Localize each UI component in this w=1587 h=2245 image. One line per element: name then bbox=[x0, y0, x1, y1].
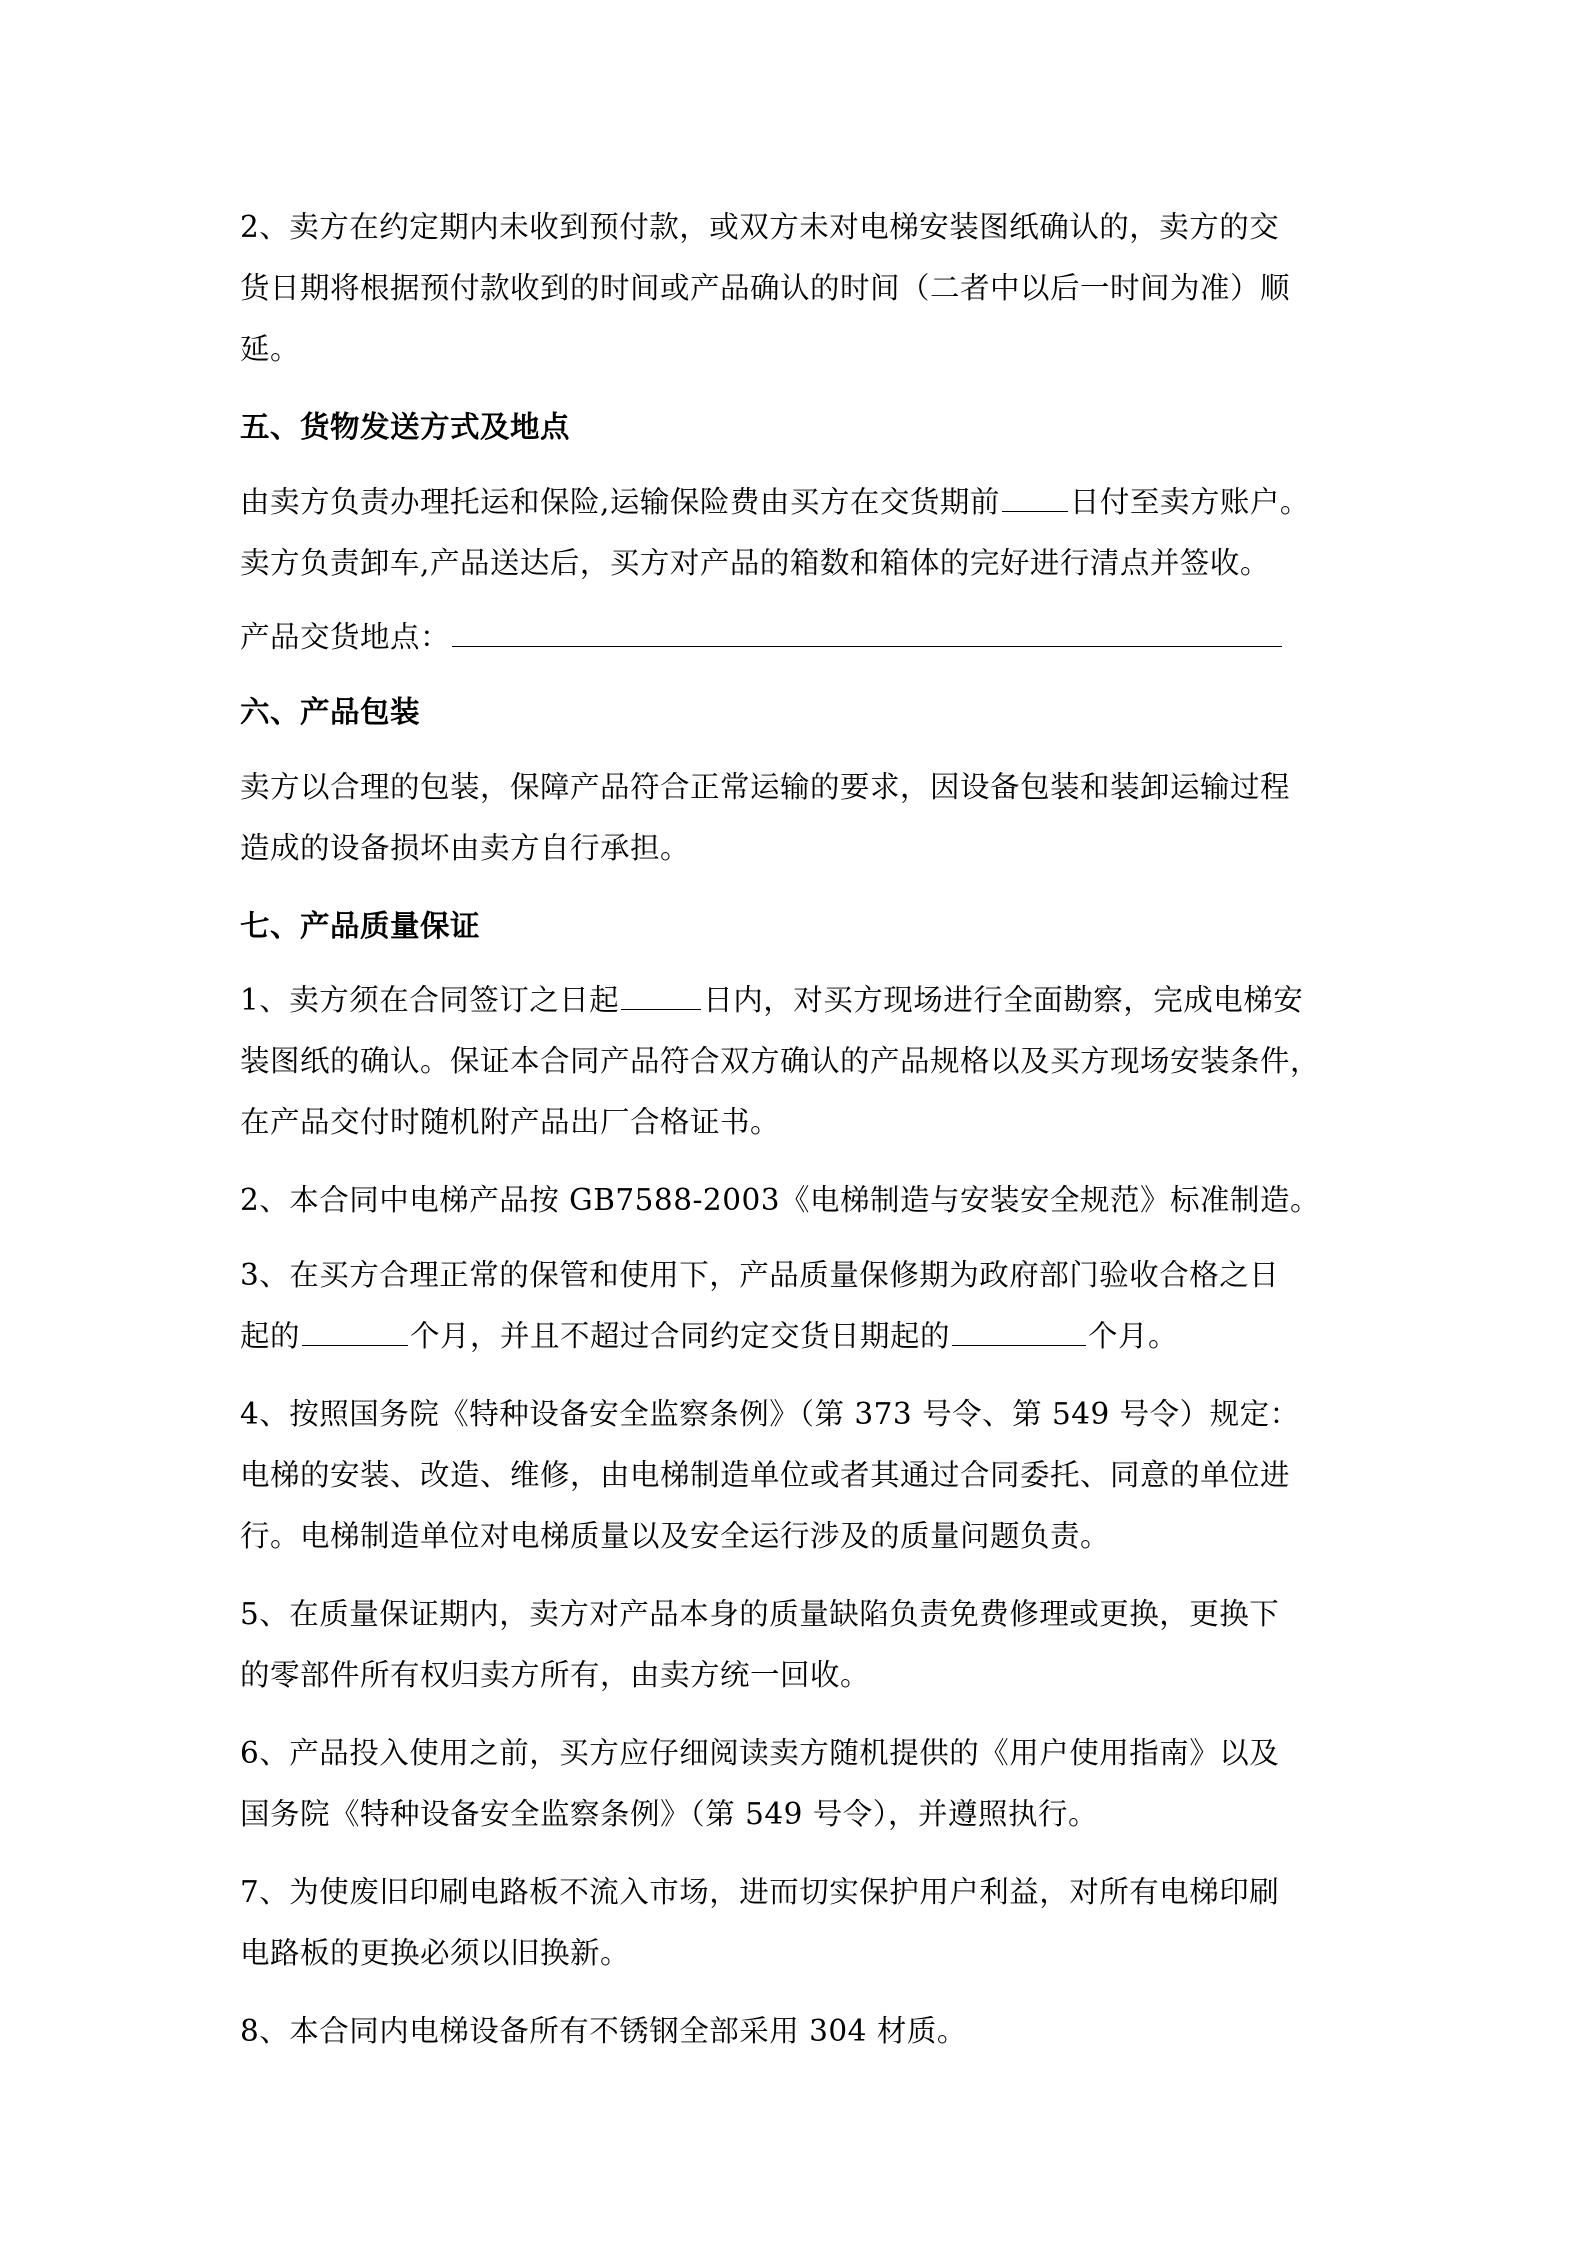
clause-7-3-line-2 bbox=[240, 1314, 1178, 1358]
delivery-location-label: 产品交货地点： bbox=[240, 620, 451, 654]
clause-7-6-line-1: 6、产品投入使用之前，买方应仔细阅读卖方随机提供的《用户使用指南》以及 bbox=[240, 1736, 1280, 1770]
section-7-heading: 七、产品质量保证 bbox=[240, 908, 481, 943]
clause-7-4-line-2: 电梯的安装、改造、维修，由电梯制造单位或者其通过合同委托、同意的单位进 bbox=[240, 1458, 1291, 1492]
clause-7-1-line-1 bbox=[240, 978, 1303, 1022]
clause-7-7-line-1: 7、为使废旧印刷电路板不流入市场，进而切实保护用户利益，对所有电梯印刷 bbox=[240, 1875, 1280, 1909]
clause-6-line-1: 卖方以合理的包装，保障产品符合正常运输的要求，因设备包装和装卸运输过程 bbox=[240, 770, 1291, 804]
clause-7-6-line-2: 国务院《特种设备安全监察条例》（第 549 号令），并遵照执行。 bbox=[240, 1797, 1099, 1831]
warranty-months-blank-2[interactable] bbox=[952, 1315, 1086, 1346]
clause-7-3-text-c: 个月。 bbox=[1088, 1319, 1179, 1353]
clause-5-line-1-text-a: 由卖方负责办理托运和保险,运输保险费由买方在交货期前 bbox=[240, 485, 1000, 519]
clause-7-3-line-1: 3、在买方合理正常的保管和使用下，产品质量保修期为政府部门验收合格之日 bbox=[240, 1258, 1280, 1292]
clause-7-1-text-b: 日内，对买方现场进行全面勘察，完成电梯安 bbox=[703, 983, 1304, 1017]
clause-7-8: 8、本合同内电梯设备所有不锈钢全部采用 304 材质。 bbox=[240, 2014, 967, 2048]
clause-5-line-1-text-b: 日付至卖方账户。 bbox=[1069, 485, 1310, 519]
section-5-heading: 五、货物发送方式及地点 bbox=[240, 409, 571, 444]
clause-7-4-line-3: 行。电梯制造单位对电梯质量以及安全运行涉及的质量问题负责。 bbox=[240, 1519, 1111, 1553]
delivery-location-blank[interactable] bbox=[452, 616, 1282, 647]
clause-7-5-line-1: 5、在质量保证期内，卖方对产品本身的质量缺陷负责免费修理或更换，更换下 bbox=[240, 1597, 1280, 1631]
clause-7-3-text-b: 个月，并且不超过合同约定交货日期起的 bbox=[410, 1319, 951, 1353]
clause-5-line-2: 卖方负责卸车,产品送达后，买方对产品的箱数和箱体的完好进行清点并签收。 bbox=[240, 546, 1270, 580]
clause-5-line-1 bbox=[240, 480, 1310, 524]
clause-7-4-line-1: 4、按照国务院《特种设备安全监察条例》（第 373 号令、第 549 号令）规定： bbox=[240, 1397, 1300, 1431]
section-6-heading: 六、产品包装 bbox=[240, 694, 421, 729]
clause-4-2-line-3: 延。 bbox=[240, 332, 301, 366]
clause-7-1-line-3: 在产品交付时随机附产品出厂合格证书。 bbox=[240, 1105, 781, 1139]
days-blank[interactable] bbox=[1002, 481, 1068, 512]
clause-7-1-text-a: 1、卖方须在合同签订之日起 bbox=[240, 983, 620, 1017]
clause-7-2: 2、本合同中电梯产品按 GB7588-2003《电梯制造与安装安全规范》标准制造。 bbox=[240, 1183, 1321, 1217]
clause-7-7-line-2: 电路板的更换必须以旧换新。 bbox=[240, 1936, 631, 1970]
clause-7-1-line-2: 装图纸的确认。保证本合同产品符合双方确认的产品规格以及买方现场安装条件， bbox=[240, 1044, 1321, 1078]
delivery-location-line bbox=[240, 615, 1284, 659]
clause-4-2-line-1: 2、卖方在约定期内未收到预付款，或双方未对电梯安装图纸确认的，卖方的交 bbox=[240, 210, 1280, 244]
clause-7-3-text-a: 起的 bbox=[240, 1319, 301, 1353]
warranty-months-blank-1[interactable] bbox=[302, 1315, 408, 1346]
survey-days-blank[interactable] bbox=[621, 979, 701, 1010]
clause-6-line-2: 造成的设备损坏由卖方自行承担。 bbox=[240, 831, 691, 865]
clause-4-2-line-2: 货日期将根据预付款收到的时间或产品确认的时间（二者中以后一时间为准）顺 bbox=[240, 271, 1291, 305]
clause-7-5-line-2: 的零部件所有权归卖方所有，由卖方统一回收。 bbox=[240, 1658, 871, 1692]
